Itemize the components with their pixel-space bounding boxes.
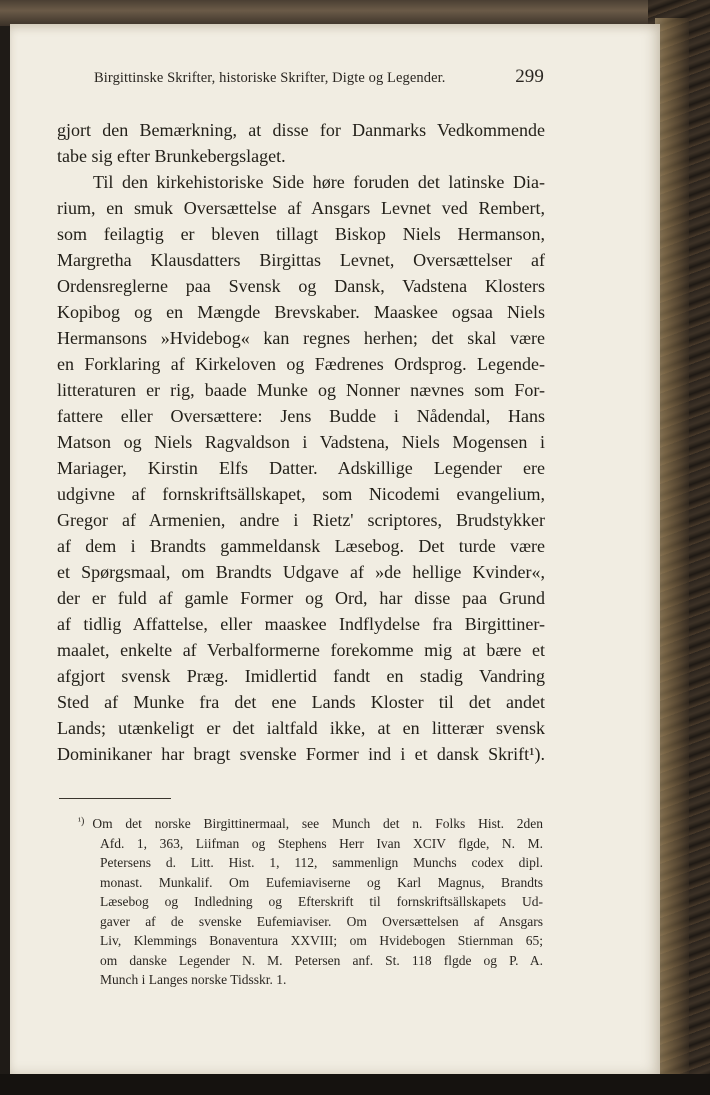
footnote-marker: ¹) bbox=[78, 816, 85, 827]
footnote bbox=[78, 814, 543, 990]
footnote-rule bbox=[59, 798, 171, 799]
text-line: Mariager, Kirstin Elfs Datter. Adskillige Legender ere bbox=[57, 458, 545, 478]
text-line: tabe sig efter Brunkebergslaget. bbox=[57, 146, 286, 166]
footnote-line: Petersens d. Litt. Hist. 1, 112, sammenlign Munchs codex dipl. bbox=[100, 855, 543, 870]
footnote-line: Liv, Klemmings Bonaventura XXVIII; om Hvidebogen Stiernman 65; bbox=[100, 933, 543, 948]
bottom-shadow bbox=[0, 1074, 710, 1095]
page-number: 299 bbox=[515, 66, 544, 87]
text-line: fattere eller Oversættere: Jens Budde i Nådendal, Hans bbox=[57, 406, 545, 426]
text-line: et Spørgsmaal, om Brandts Udgave af »de hellige Kvinder«, bbox=[57, 562, 545, 582]
footnote-line: Munch i Langes norske Tidsskr. 1. bbox=[100, 972, 287, 987]
text-line: en Forklaring af Kirkeloven og Fædrenes Ordsprog. Legende- bbox=[57, 354, 545, 374]
text-line: Kopibog og en Mængde Brevskaber. Maaskee ogsaa Niels bbox=[57, 302, 545, 322]
text-line: gjort den Bemærkning, at disse for Danmarks Vedkommende bbox=[57, 120, 545, 140]
running-header bbox=[94, 66, 544, 96]
text-line: Til den kirkehistoriske Side høre foruden det latinske Dia- bbox=[93, 172, 545, 192]
text-line: Lands; utænkeligt er det ialtfald ikke, at en litterær svensk bbox=[57, 718, 545, 738]
text-line: Dominikaner har bragt svenske Former ind i et dansk Skrift¹). bbox=[57, 744, 545, 764]
footnote-line: Læsebog og Indledning og Efterskrift til fornskriftsällskapets Ud- bbox=[100, 894, 543, 909]
page-edge-stack bbox=[655, 18, 689, 1078]
text-line: udgivne af fornskriftsällskapet, som Nicodemi evangelium, bbox=[57, 484, 545, 504]
text-line: Matson og Niels Ragvaldson i Vadstena, Niels Mogensen i bbox=[57, 432, 545, 452]
text-line: af dem i Brandts gammeldansk Læsebog. Det turde være bbox=[57, 536, 545, 556]
text-line: Hermansons »Hvidebog« kan regnes herhen; det skal være bbox=[57, 328, 545, 348]
body-text bbox=[57, 117, 545, 767]
footnote-line: om danske Legender N. M. Petersen anf. St. 118 flgde og P. A. bbox=[100, 952, 543, 968]
text-line: rium, en smuk Oversættelse af Ansgars Levnet ved Rembert, bbox=[57, 198, 545, 218]
text-line: Gregor af Armenien, andre i Rietz' scriptores, Brudstykker bbox=[57, 510, 545, 530]
text-line: som feilagtig er bleven tillagt Biskop Niels Hermanson, bbox=[57, 224, 545, 244]
text-line: der er fuld af gamle Former og Ord, har disse paa Grund bbox=[57, 588, 545, 608]
text-line: Margretha Klausdatters Birgittas Levnet, Oversættelser af bbox=[57, 250, 545, 270]
book-top-edge bbox=[0, 0, 710, 26]
running-title: Birgittinske Skrifter, historiske Skrifter, Digte og Legender. bbox=[94, 70, 446, 86]
footnote-line bbox=[78, 814, 543, 834]
text-line: Sted af Munke fra det ene Lands Kloster til det andet bbox=[57, 692, 545, 712]
text-line: af tidlig Affattelse, eller maaskee Indflydelse fra Birgittiner- bbox=[57, 614, 545, 634]
footnote-line-text: Om det norske Birgittinermaal, see Munch det n. Folks Hist. 2den bbox=[92, 816, 543, 831]
text-line: Ordensreglerne paa Svensk og Dansk, Vadstena Klosters bbox=[57, 276, 545, 296]
footnote-line: Afd. 1, 363, Liifman og Stephens Herr Ivan XCIV flgde, N. M. bbox=[100, 835, 543, 851]
text-line: maalet, enkelte af Verbalformerne forekomme mig at bære et bbox=[57, 640, 545, 660]
footnote-line: monast. Munkalif. Om Eufemiaviserne og Karl Magnus, Brandts bbox=[100, 874, 543, 890]
text-line: litteraturen er rig, baade Munke og Nonner nævnes som For- bbox=[57, 380, 545, 400]
text-line: afgjort svensk Præg. Imidlertid fandt en stadig Vandring bbox=[57, 666, 545, 686]
footnote-line: gaver af de svenske Eufemiaviser. Om Oversættelsen af Ansgars bbox=[100, 913, 543, 929]
